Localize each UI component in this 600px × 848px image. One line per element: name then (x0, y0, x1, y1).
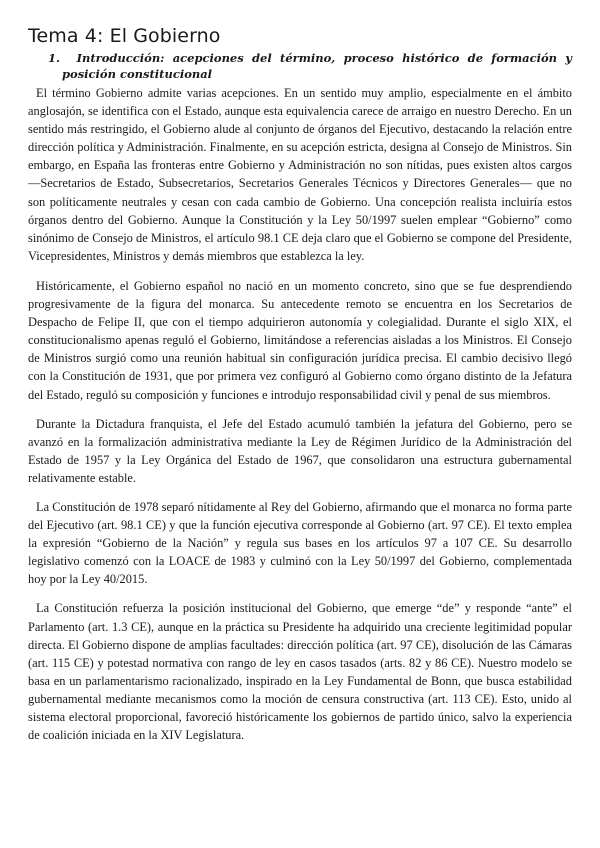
paragraph-posicion-institucional: La Constitución refuerza la posición institucional del Gobierno, que emerge “de” y responde “ante” el Parlamento (art. 1.3 CE), aunque en la práctica su Presidente ha adquirido una creciente legitimidad popular directa. El Gobierno dispone de amplias facultades: dirección política (art. 97 CE), disolución de las Cámaras (art. 115 CE) y potestad normativa con rango de ley en casos tasados (arts. 82 y 86 CE). Nuestro modelo se basa en un parlamentarismo racionalizado, inspirado en la Ley Fundamental de Bonn, que busca estabilidad gubernamental mediante mecanismos como la moción de censura constructiva (art. 113 CE). Esto, unido al sistema electoral proporcional, favoreció históricamente los gobiernos de partido único, salvo la experiencia de coalición iniciada en la XIV Legislatura. (28, 601, 572, 743)
paragraph-constitucion-1978: La Constitución de 1978 separó nítidamente al Rey del Gobierno, afirmando que el monarca no forma parte del Ejecutivo (art. 98.1 CE) y que la función ejecutiva corresponde al Gobierno (art. 97 CE). El texto emplea la expresión “Gobierno de la Nación” y regula sus bases en los artículos 97 a 107 CE. Su desarrollo legislativo comenzó con la LOACE de 1983 y culminó con la Ley 50/1997 del Gobierno, complementada hoy por la Ley 40/2015. (28, 499, 572, 587)
paragraph-acepciones: El término Gobierno admite varias acepciones. En un sentido muy amplio, especialmente en el ámbito anglosajón, se identifica con el Estado, aunque esta equivalencia carece de arraigo en nuestro Derecho. En un sentido más restringido, el Gobierno alude al conjunto de órganos del Ejecutivo, destacando la relación entre dirección política y Administración. Finalmente, en su acepción estricta, designa al Consejo de Ministros. Sin embargo, en España las fronteras entre Gobierno y Administración no son nítidas, pues existen altos cargos —Secretarios de Estado, Subsecretarios, Secretarios Generales Técnicos y Directores Generales— que no son políticamente neutrales y cesan con cada cambio de Gobierno. Una concepción realista incluiría estos órganos dentro del Gobierno. Aunque la Constitución y la Ley 50/1997 suelen emplear “Gobierno” como sinónimo de Consejo de Ministros, el artículo 98.1 CE deja claro que el Gobierno se compone del Presidente, Vicepresidentes, Ministros y demás miembros que establezca la ley. (28, 86, 572, 263)
paragraph-franquismo: Durante la Dictadura franquista, el Jefe del Estado acumuló también la jefatura del Gobierno, pero se avanzó en la formalización administrativa mediante la Ley de Régimen Jurídico de la Administración del Estado de 1957 y la Ley Orgánica del Estado de 1967, que consolidaron una estructura gubernamental relativamente estable. (28, 416, 572, 485)
document-page (28, 24, 572, 755)
section-heading-text: Introducción: acepciones del término, proceso histórico de formación y posición constitucional (62, 51, 572, 81)
section-number: 1. (48, 51, 61, 65)
page-title: Tema 4: El Gobierno (28, 25, 221, 47)
paragraph-historia: Históricamente, el Gobierno español no nació en un momento concreto, sino que se fue desprendiendo progresivamente de la figura del monarca. Su antecedente remoto se encuentra en los Secretarios de Despacho de Felipe II, que con el tiempo adquirieron autonomía y colegialidad. Durante el siglo XIX, el constitucionalismo apenas reguló el Gobierno, limitándose a referencias aisladas a los Ministros. El Consejo de Ministros surgió como una reunión habitual sin configuración jurídica precisa. El cambio decisivo llegó con la Constitución de 1931, que por primera vez configuró al Gobierno como órgano distinto de la Jefatura del Estado, reguló su composición y funciones e introdujo responsabilidad civil y penal de sus miembros. (28, 278, 572, 402)
section-heading (28, 50, 572, 82)
